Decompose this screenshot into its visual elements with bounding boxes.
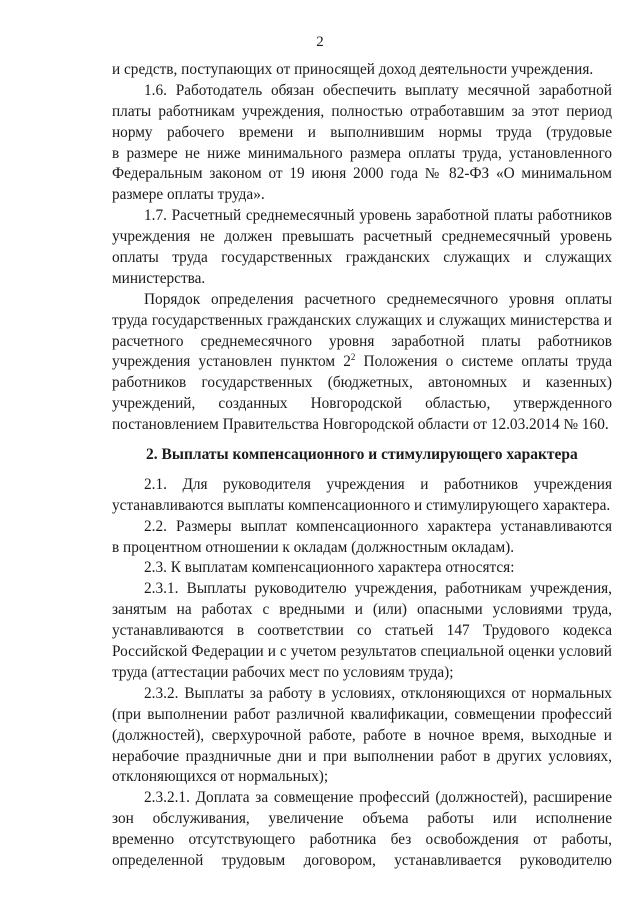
- page-number: 2: [316, 34, 324, 50]
- section-heading: 2. Выплаты компенсационного и стимулирующего характера: [146, 446, 578, 464]
- text-line: учреждений, созданных Новгородской областью, утвержденного: [112, 395, 612, 413]
- text-line: Федеральным законом от 19 июня 2000 года № 82-ФЗ «О минимальном: [112, 165, 612, 183]
- text-line: 2.3. К выплатам компенсационного характера относятся:: [144, 559, 515, 577]
- text-line: устанавливаются выплаты компенсационного и стимулирующего характера.: [112, 496, 611, 514]
- text-line: норму рабочего времени и выполнившим нормы труда (трудовые: [112, 123, 612, 141]
- text-line: Российской Федерации и с учетом результатов специальной оценки условий: [112, 643, 612, 661]
- text-line: 2.3.2.1. Доплата за совмещение профессий (должностей), расширение: [144, 789, 612, 807]
- text-line: 2.1. Для руководителя учреждения и работников учреждения: [144, 475, 612, 493]
- text-line: оплаты труда государственных гражданских служащих и служащих: [112, 249, 612, 267]
- text-line: (при выполнении работ различной квалификации, совмещении профессий: [112, 705, 612, 723]
- text-line: 2.2. Размеры выплат компенсационного характера устанавливаются: [144, 517, 612, 535]
- text-line: министерства.: [112, 269, 206, 287]
- text-line: учреждения не должен превышать расчетный среднемесячный уровень: [112, 228, 612, 246]
- text-line: постановлением Правительства Новгородской области от 12.03.2014 № 160.: [112, 416, 609, 434]
- text-line: в размере не ниже минимального размера оплаты труда, установленного: [112, 144, 612, 162]
- text-line: расчетного среднемесячного уровня заработной платы работников: [112, 332, 612, 350]
- text-line: 2.3.1. Выплаты руководителю учреждения, работникам учреждения,: [144, 580, 612, 598]
- text-line: зон обслуживания, увеличение объема работы или исполнение: [112, 810, 612, 828]
- text-line: (должностей), сверхурочной работе, работе в ночное время, выходные и: [112, 726, 612, 744]
- text-line: 1.6. Работодатель обязан обеспечить выплату месячной заработной: [144, 81, 612, 99]
- text-line: Порядок определения расчетного среднемесячного уровня оплаты: [144, 290, 612, 308]
- text-line: работников государственных (бюджетных, автономных и казенных): [112, 374, 612, 392]
- text-line: платы работникам учреждения, полностью отработавшим за этот период: [112, 102, 612, 120]
- text-line: нерабочие праздничные дни и при выполнении работ в других условиях,: [112, 747, 612, 765]
- text-line: определенной трудовым договором, устанавливается руководителю: [112, 851, 612, 869]
- text-line: временно отсутствующего работника без освобождения от работы,: [112, 831, 612, 849]
- text-line: труда государственных гражданских служащих и служащих министерства и: [112, 311, 612, 329]
- text-line: и средств, поступающих от приносящей доход деятельности учреждения.: [112, 61, 594, 78]
- text-line: 2.3.2. Выплаты за работу в условиях, отклоняющихся от нормальных: [144, 684, 612, 702]
- document-body: [112, 60, 612, 872]
- text-line: в процентном отношении к окладам (должностным окладам).: [112, 538, 515, 556]
- text-line: учреждения установлен пунктом $2^2$ Положения о системе оплаты труда: [112, 352, 612, 371]
- text-line: отклоняющихся от нормальных);: [112, 768, 329, 786]
- text-line: устанавливаются в соответствии со статьей 147 Трудового кодекса: [112, 622, 612, 640]
- text-line: труда (аттестации рабочих мест по условиям труда);: [112, 663, 454, 681]
- text-line: размере оплаты труда».: [112, 186, 265, 204]
- text-line: занятым на работах с вредными и (или) опасными условиями труда,: [112, 601, 612, 619]
- text-line: 1.7. Расчетный среднемесячный уровень заработной платы работников: [144, 207, 612, 225]
